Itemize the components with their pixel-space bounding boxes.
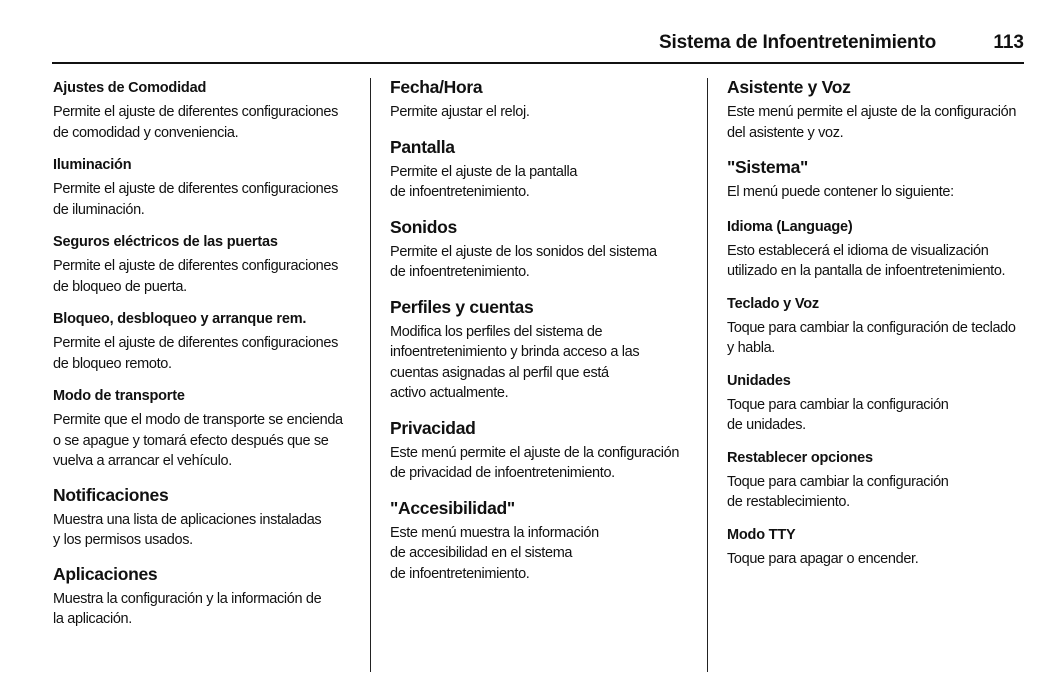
section-modo-tty [727, 525, 1032, 570]
section-text: Este menú muestra la información de accesibilidad en el sistema de infoentretenimiento. [390, 524, 599, 582]
section-heading: Privacidad [390, 417, 476, 438]
section-heading: Modo TTY [727, 526, 796, 543]
section-text: Toque para cambiar la configuración de unidades. [727, 396, 949, 433]
section-text: Este menú permite el ajuste de la configuración del asistente y voz. [727, 104, 1017, 141]
section-text: Permite que el modo de transporte se encienda o se apague y tomará efecto después que se vuelva a arrancar el vehículo. [53, 412, 343, 469]
section-text: Permite el ajuste de diferentes configuraciones de iluminación. [53, 181, 338, 218]
section-notificaciones [53, 484, 358, 551]
section-heading: Iluminación [53, 157, 132, 173]
section-text: Esto establecerá el idioma de visualización utilizado en la pantalla de infoentretenimiento. [727, 242, 1006, 279]
section-heading: Perfiles y cuentas [390, 296, 534, 317]
section-perfiles-cuentas [390, 296, 695, 404]
section-bloqueo-remoto [53, 309, 358, 374]
section-text: Permite el ajuste de diferentes configuraciones de comodidad y conveniencia. [53, 104, 338, 141]
section-text: Muestra una lista de aplicaciones instaladas y los permisos usados. [53, 511, 322, 548]
section-unidades [727, 371, 1032, 436]
section-heading: Sonidos [390, 216, 457, 237]
section-fecha-hora [390, 76, 695, 123]
page-header [52, 30, 1024, 64]
section-heading: "Accesibilidad" [390, 497, 515, 518]
section-restablecer-opciones [727, 448, 1032, 513]
section-privacidad [390, 417, 695, 484]
section-heading: Ajustes de Comodidad [53, 80, 207, 96]
header-title: Sistema de Infoentretenimiento [659, 32, 936, 53]
section-text: Permite ajustar el reloj. [390, 104, 530, 120]
section-text: Modifica los perfiles del sistema de infoentretenimiento y brinda acceso a las cuentas asignadas al perfil que está activo actualmente. [390, 323, 640, 401]
column-divider [370, 78, 371, 672]
section-heading: Asistente y Voz [727, 77, 851, 97]
section-asistente-voz [727, 76, 1032, 143]
section-pantalla [390, 136, 695, 203]
section-heading: Notificaciones [53, 484, 169, 505]
section-heading: Aplicaciones [53, 563, 158, 584]
section-text: Permite el ajuste de diferentes configuraciones de bloqueo remoto. [53, 335, 338, 372]
section-iluminacion [53, 155, 358, 220]
section-sistema [727, 156, 1032, 203]
section-text: Toque para cambiar la configuración de teclado y habla. [727, 319, 1016, 356]
section-heading: Modo de transporte [53, 388, 185, 404]
section-text: Este menú permite el ajuste de la configuración de privacidad de infoentretenimiento. [390, 444, 680, 481]
section-heading: Teclado y Voz [727, 295, 819, 312]
section-heading: Bloqueo, desbloqueo y arranque rem. [53, 311, 307, 327]
section-text: Permite el ajuste de la pantalla de infoentretenimiento. [390, 163, 578, 200]
page-number: 113 [993, 32, 1024, 53]
section-accesibilidad [390, 497, 695, 585]
section-text: Permite el ajuste de los sonidos del sistema de infoentretenimiento. [390, 243, 657, 280]
section-seguros-electricos [53, 232, 358, 297]
column-left [53, 76, 358, 630]
section-heading: "Sistema" [727, 157, 809, 177]
section-sonidos [390, 216, 695, 283]
column-divider [707, 78, 708, 672]
section-teclado-voz [727, 294, 1032, 359]
section-text: Permite el ajuste de diferentes configuraciones de bloqueo de puerta. [53, 258, 338, 295]
section-heading: Idioma (Language) [727, 218, 853, 235]
section-idioma [727, 217, 1032, 282]
section-text: Toque para apagar o encender. [727, 550, 919, 567]
section-ajustes-comodidad [53, 78, 358, 143]
section-heading: Fecha/Hora [390, 77, 483, 97]
section-heading: Pantalla [390, 136, 455, 157]
column-middle [390, 76, 695, 584]
section-modo-transporte [53, 386, 358, 472]
section-heading: Seguros eléctricos de las puertas [53, 234, 278, 250]
section-heading: Unidades [727, 372, 791, 389]
section-text: Toque para cambiar la configuración de restablecimiento. [727, 473, 949, 510]
section-heading: Restablecer opciones [727, 449, 873, 466]
section-aplicaciones [53, 563, 358, 630]
section-text: Muestra la configuración y la información de la aplicación. [53, 590, 322, 627]
column-right [727, 76, 1032, 569]
section-text: El menú puede contener lo siguiente: [727, 184, 954, 200]
